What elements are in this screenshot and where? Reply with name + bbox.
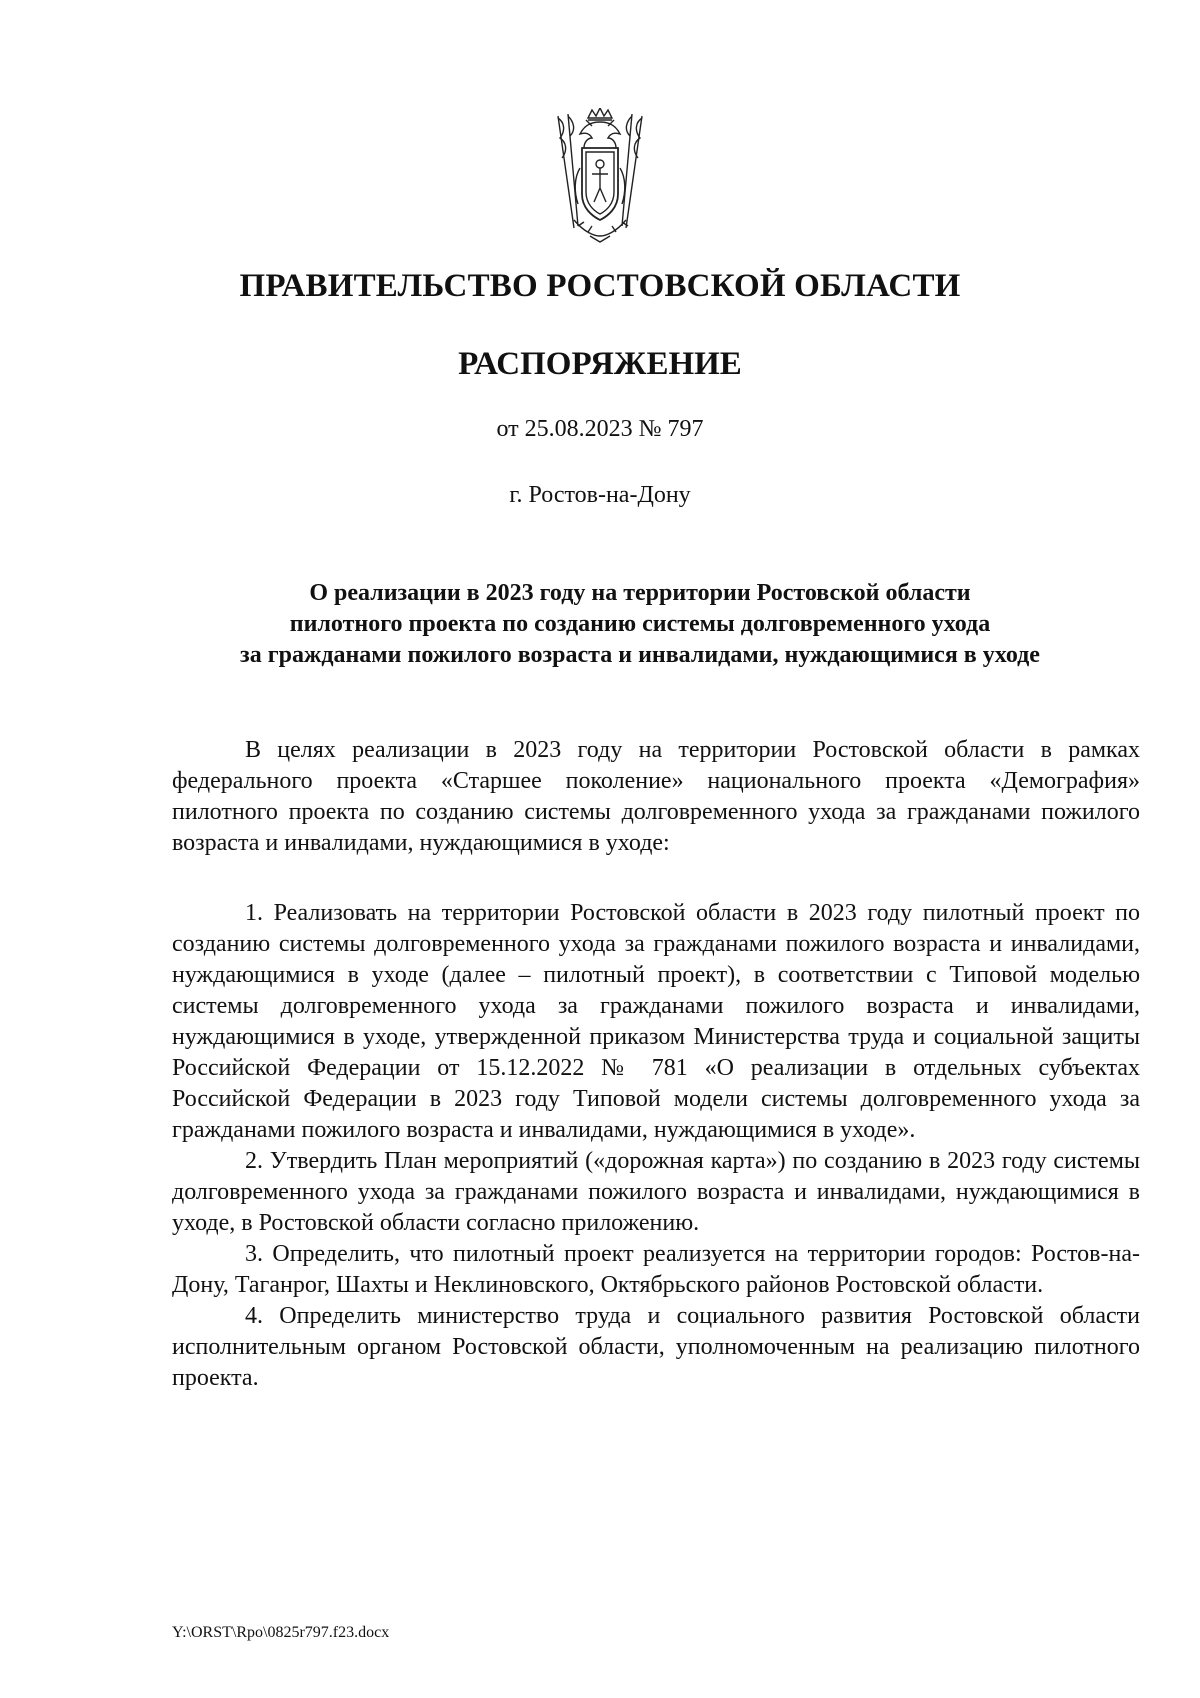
organization-title: ПРАВИТЕЛЬСТВО РОСТОВСКОЙ ОБЛАСТИ <box>239 268 961 304</box>
title-line-2: пилотного проекта по созданию системы долговременного ухода <box>289 611 991 637</box>
item-4: 4. Определить министерство труда и социального развития Ростовской области исполнительным органом Ростовской области, уполномоченным на реализацию пилотного проекта. <box>172 1303 1140 1391</box>
document-date-number: от 25.08.2023 № 797 <box>496 416 704 442</box>
title-line-1: О реализации в 2023 году на территории Ростовской области <box>309 580 971 606</box>
document-title <box>150 578 1130 671</box>
item-1: 1. Реализовать на территории Ростовской области в 2023 году пилотный проект по созданию системы долговременного ухода за гражданами пожилого возраста и инвалидами, нуждающимися в уходе (далее – пилотный проект), в соответствии с Типовой моделью системы долговременного ухода за гражданами пожилого возраста и инвалидами, нуждающимися в уходе, утвержденной приказом Министерства труда и социальной защиты Российской Федерации от 15.12.2022 № 781 «О реализации в отдельных субъектах Российской Федерации в 2023 году Типовой модели системы долговременного ухода за гражданами пожилого возраста и инвалидами, нуждающимися в уходе». <box>172 900 1140 1143</box>
preamble-paragraph: В целях реализации в 2023 году на территории Ростовской области в рамках федерального проекта «Старшее поколение» национального проекта «Демография» пилотного проекта по созданию системы долговременного ухода за гражданами пожилого возраста и инвалидами, нуждающимися в уходе: <box>172 737 1140 856</box>
item-3: 3. Определить, что пилотный проект реализуется на территории городов: Ростов-на-Дону, Таганрог, Шахты и Неклиновского, Октябрьского районов Ростовской области. <box>172 1241 1140 1298</box>
preamble <box>172 735 1140 859</box>
item-2: 2. Утвердить План мероприятий («дорожная карта») по созданию в 2023 году системы долговременного ухода за гражданами пожилого возраста и инвалидами, нуждающимися в уходе, в Ростовской области согласно приложению. <box>172 1148 1140 1236</box>
ordered-items <box>172 898 1140 1394</box>
coat-of-arms-icon <box>544 108 656 244</box>
document-type: РАСПОРЯЖЕНИЕ <box>458 346 742 382</box>
file-path-footer: Y:\ORST\Rpo\0825r797.f23.docx <box>172 1624 390 1641</box>
title-line-3: за гражданами пожилого возраста и инвалидами, нуждающимися в уходе <box>240 642 1040 668</box>
document-place: г. Ростов-на-Дону <box>509 482 691 508</box>
